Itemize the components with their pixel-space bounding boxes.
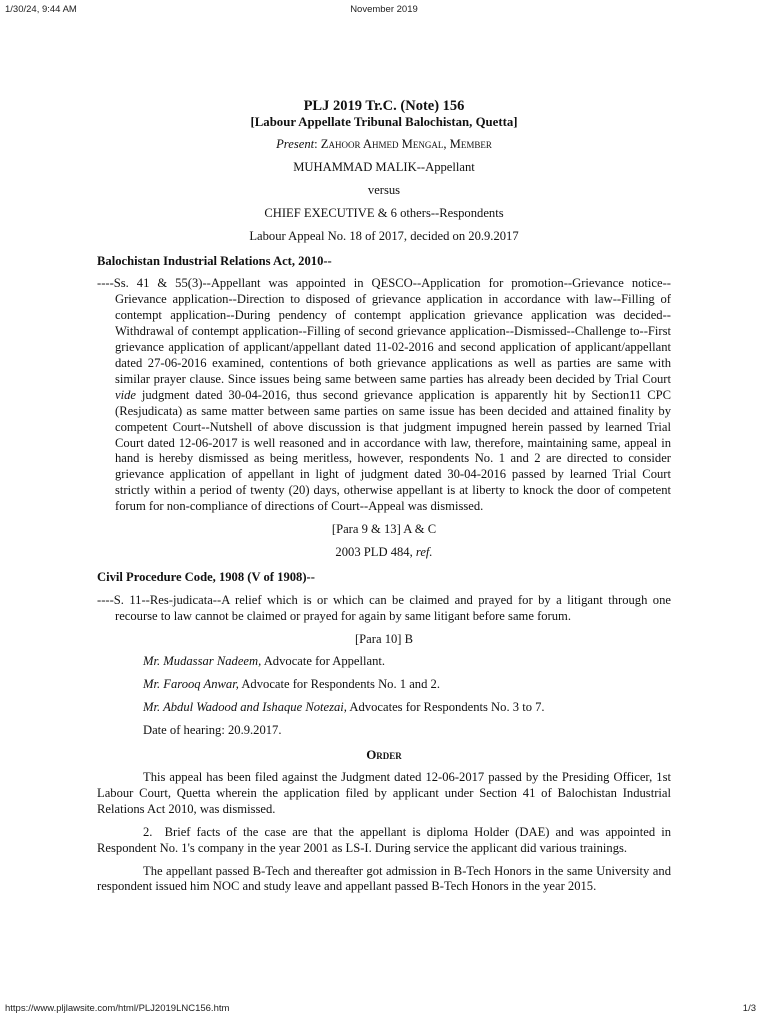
respondents-line: CHIEF EXECUTIVE & 6 others--Respondents <box>264 205 504 220</box>
order-paragraph: This appeal has been filed against the Judgment dated 12-06-2017 passed by the Presiding Officer, 1st Labour Court, Quetta wherein the application filed by applicant under Section 41 of Balochistan Industrial Relations Act 2010, was dismissed. <box>97 770 671 816</box>
hearing-date: Date of hearing: 20.9.2017. <box>143 723 282 738</box>
print-title: November 2019 <box>350 4 418 15</box>
appeal-line: Labour Appeal No. 18 of 2017, decided on 20.9.2017 <box>249 228 519 243</box>
member-name: Zahoor Ahmed Mengal, Member <box>320 137 492 151</box>
counsel-role: Advocate for Appellant. <box>261 654 386 669</box>
headnote-1-vide: vide <box>115 387 136 402</box>
headnote-1-part2: judgment dated 30-04-2016, thus second grievance application is apparently hit by Section11 CPC (Resjudicata) as same matter between same parties on same issue has been decided and attained finality by competent Court--Nutshell of above discussion is that judgment impugned herein passed by learned Trial Court dated 12-06-2017 is well reasoned and in accordance with law, therefore, maintaining same, appeal in hand is hereby dismissed as being meritless, however, respondents No. 1 and 2 are directed to consider grievance application of appellant in light of judgment dated 30-04-2016 passed by learned Trial Court strictly within a period of twenty (20) days, otherwise appellant is at liberty to knock the door of competent forum for non-compliance of directions of Court--Appeal was dismissed. <box>115 387 671 514</box>
case-reference-text: 2003 PLD 484, <box>335 544 416 559</box>
counsel-line <box>143 677 671 693</box>
court-name: [Labour Appellate Tribunal Balochistan, Quetta] <box>250 115 518 129</box>
counsel-name: Mr. Abdul Wadood and Ishaque Notezai, <box>143 700 347 715</box>
print-datetime: 1/30/24, 9:44 AM <box>5 4 77 15</box>
print-footer <box>0 1003 768 1017</box>
headnote-2: ----S. 11--Res-judicata--A relief which is or which can be claimed and prayed for by a litigant through one recourse to law cannot be claimed or prayed for again by same litigant before same forum. <box>97 592 671 623</box>
statute-heading-2: Civil Procedure Code, 1908 (V of 1908)-- <box>97 569 315 584</box>
headnote-1-part1: ----Ss. 41 & 55(3)--Appellant was appointed in QESCO--Application for promotion--Grievance notice--Grievance application--Direction to disposed of grievance application in accordance with law--Filling of contempt application--During pendency of contempt application grievance application was decided--Withdrawal of contempt application--Filling of second grievance application--Dismissed--Challenge to--First grievance application of applicant/appellant dated 11-02-2016 and second application of applicant/appellant dated 27-06-2016 examined, contentions of both grievance applications as well as parties are same with similar prayer clause. Since issues being same between same parties has already been decided by Trial Court <box>97 276 671 386</box>
para-ref-1: [Para 9 & 13] A & C <box>331 522 437 537</box>
counsel-name: Mr. Farooq Anwar, <box>143 677 239 692</box>
case-reference-ref: ref. <box>415 544 433 559</box>
counsel-name: Mr. Mudassar Nadeem, <box>143 654 262 669</box>
page-url: https://www.pljlawsite.com/html/PLJ2019LNC156.htm <box>5 1003 230 1014</box>
present-sep: : <box>314 137 321 151</box>
counsel-role: Advocates for Respondents No. 3 to 7. <box>346 700 545 715</box>
appellant-line: MUHAMMAD MALIK--Appellant <box>293 159 475 174</box>
counsel-line <box>143 654 671 670</box>
case-reference <box>97 545 671 561</box>
statute-heading-1: Balochistan Industrial Relations Act, 2010-- <box>97 253 332 268</box>
print-header <box>0 4 768 18</box>
page-number: 1/3 <box>742 1003 756 1014</box>
document-body <box>97 98 671 895</box>
para-ref-2: [Para 10] B <box>354 631 414 646</box>
headnote-1 <box>97 276 671 515</box>
order-heading: Order <box>366 747 402 763</box>
order-paragraph: 2. Brief facts of the case are that the appellant is diploma Holder (DAE) and was appointed in Respondent No. 1's company in the year 2001 as LS-I. During service the applicant did various trainings. <box>97 824 671 855</box>
present-line <box>97 137 671 153</box>
present-label: Present <box>276 137 315 151</box>
counsel-line <box>143 700 671 716</box>
versus-line: versus <box>367 182 401 197</box>
counsel-role: Advocate for Respondents No. 1 and 2. <box>238 677 440 692</box>
order-paragraph: The appellant passed B-Tech and thereafter got admission in B-Tech Honors in the same University and respondent issued him NOC and study leave and appellant passed B-Tech Honors in the year 2015. <box>97 863 671 894</box>
case-citation: PLJ 2019 Tr.C. (Note) 156 <box>303 98 465 114</box>
